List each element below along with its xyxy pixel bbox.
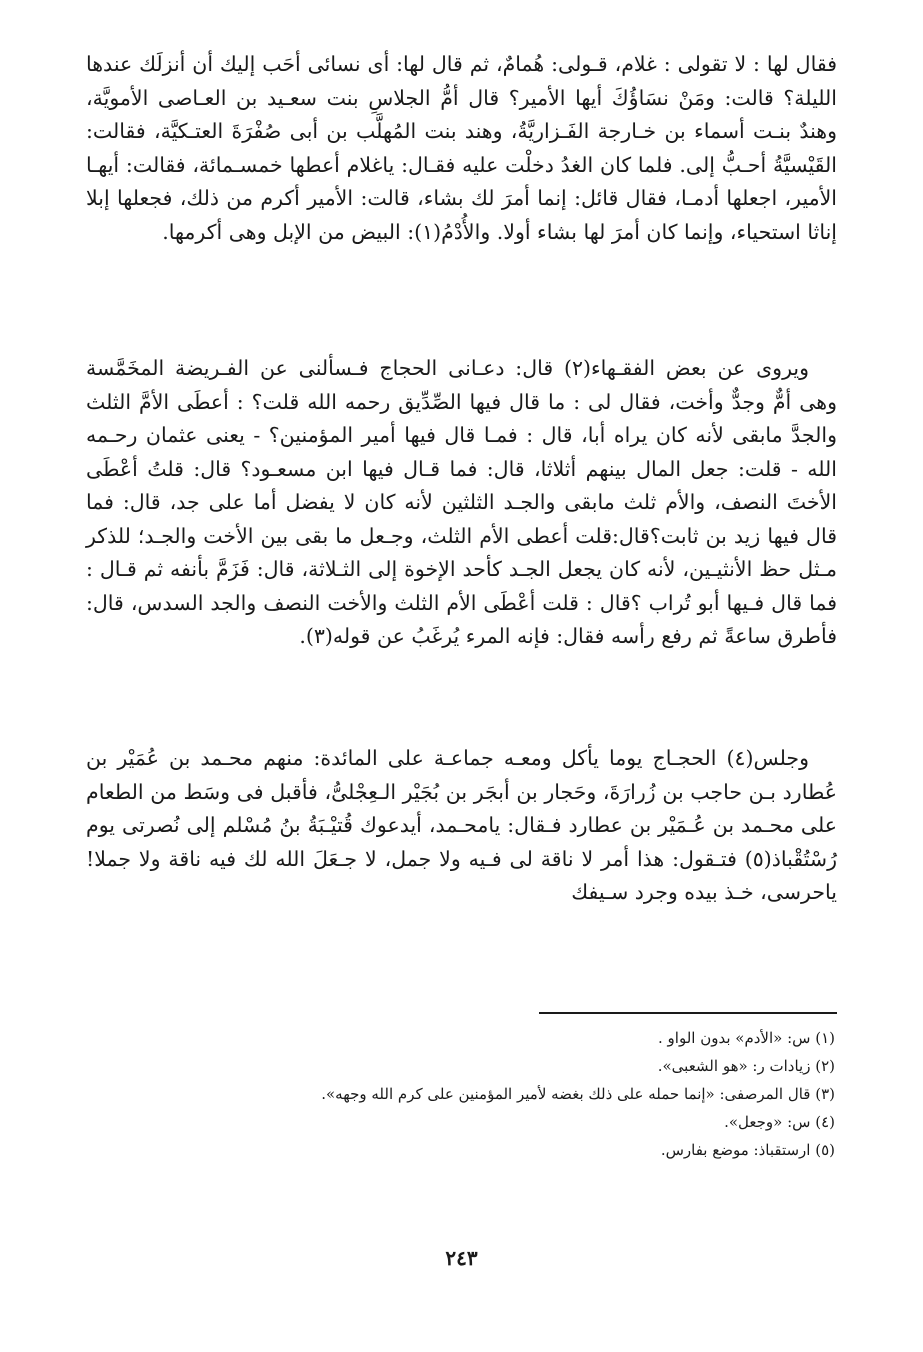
- footnote-separator: [539, 1012, 837, 1014]
- footnote-2: (٢) زيادات ر: «هو الشعبى».: [657, 1057, 835, 1075]
- footnote-1: (١) س: «الأدم» بدون الواو .: [658, 1029, 835, 1047]
- footnote-3: (٣) قال المرصفى: «إنما حمله على ذلك بغضه لأمير المؤمنين على كرم الله وجهه».: [321, 1085, 835, 1103]
- paragraph-2: ويروى عن بعض الفقـهاء(٢) قال: دعـانى الحجاج فـسألنى عن الفـريضة المخَمَّسة وهى أمٌّ وجدٌّ وأخت، فقال لى : ما قال فيها الصِّدِّيق رحمه الله قلت؟ : أعطَى الأمَّ الثلث والجدَّ مابقى لأنه كان يراه أبا، قال : فمـا قال فيها أمير المؤمنين؟ - يعنى عثمان رحـمه الله - قلت: جعل المال بينهم أثلاثا، قال: فما قـال فيها ابن مسعـود؟ قال: قلتُ أعْطَى الأختَ النصف، والأم ثلث مابقى والجـد الثلثين لأنه كان لا يفضل أما على جد، قال: فما قال فيها زيد بن ثابت؟قال:قلت أعطى الأم الثلث، وجـعل ما بقى بين الأخت والجـد؛ للذكر مـثل حظ الأنثيـين، لأنه كان يجعل الجـد كأحد الإخوة إلى الثـلاثة، قال: فَزَمَّ بأنفه ثم قـال : فما قال فـيها أبو تُراب ؟قال : قلت أعْطَى الأم الثلث والأخت النصف والجد السدس، قال: فأطرق ساعةً ثم رفع رأسه فقال: فإنه المرء يُرغَبُ عن قوله(٣).: [86, 356, 837, 648]
- page-number: ٢٤٣: [445, 1246, 478, 1270]
- footnote-4: (٤) س: «وجعل».: [724, 1113, 835, 1131]
- main-text: [86, 48, 837, 974]
- paragraph-1: فقال لها : لا تقولى : غلام، قـولى: هُمامٌ، ثم قال لها: أى نسائى أحَب إليك أن أنزلَك عندها الليلة؟ قالت: ومَنْ نسَاؤُكَ أيها الأمير؟ قال أمُّ الجلاسِ بنت سعـيد بن العـاصى الأمويَّة، وهندٌ بنـت أسماء بن خـارجة الفَـزاريَّةُ، وهند بنت المُهلَّب بن أبى صُفْرَةَ العتـكيَّة، فقالت: القَيْسيَّةُ أحـبُّ إلى. فلما كان الغدُ دخلْت عليه فقـال: ياغلام أعطها خمسـمائة، فقالت: أيهـا الأمير، اجعلها أدمـا، فقال قائل: إنما أمرَ لك بشاء، قالت: الأمير أكرم من ذلك، فجعلها إبلا إناثا استحياء، وإنما كان أمرَ لها بشاء أولا. والأُدْمُ(١): البيض من الإبل وهى أكرمها.: [86, 52, 837, 244]
- footnote-5: (٥) ارستقباذ: موضع بفارس.: [660, 1141, 835, 1159]
- paragraph-3: وجلس(٤) الحجـاج يوما يأكل ومعـه جماعـة على المائدة: منهم محـمد بن عُمَيْر بن عُطارد بـن حاجب بن زُرارَةَ، وحَجار بن أبجَر بن بُجَيْر الـعِجْلىُّ، فأقبل فى وسَط من الطعام على محـمد بن عُـمَيْر بن عطارد فـقال: يامحـمد، أيدعوك قُتيْـبَةُ بنُ مُسْلم إلى نُصرتى يوم رُسْتُقْباذ(٥) فتـقول: هذا أمر لا ناقة لى فـيه ولا جمل، لا جـعَلَ الله لك فيه ناقة ولا جملا! ياحرسى، خـذ بيده وجرد سـيفك: [86, 746, 837, 904]
- footnotes-list: [86, 1024, 835, 1164]
